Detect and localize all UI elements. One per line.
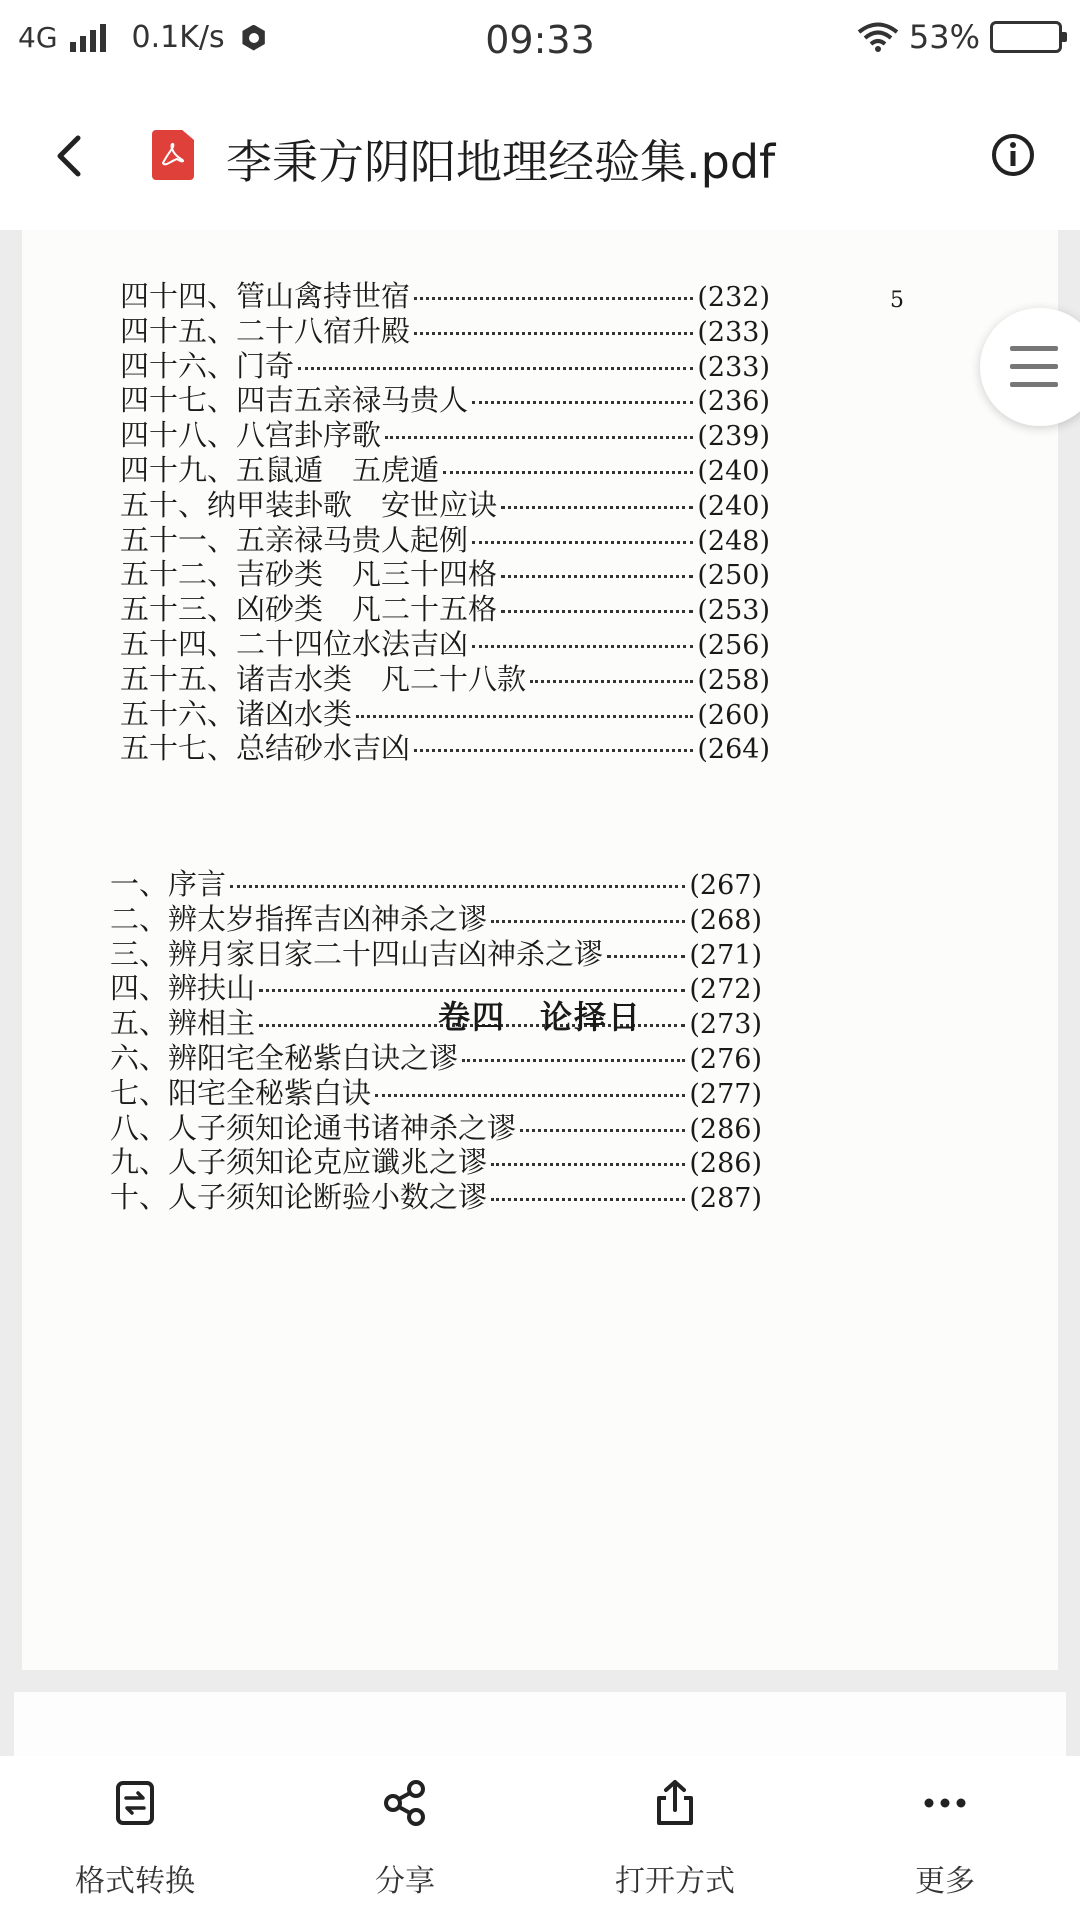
toc-leader-dots xyxy=(443,471,693,474)
toc-leader-dots xyxy=(491,1198,685,1201)
wifi-icon xyxy=(857,21,899,53)
toc-entry-page: (277) xyxy=(689,1078,762,1110)
network-speed: 0.1K/s xyxy=(131,20,225,55)
toc-entry-page: (260) xyxy=(697,699,770,731)
pdf-page xyxy=(22,230,1058,1670)
toc-entry-title: 五十五、诸吉水类 凡二十八款 xyxy=(120,661,527,696)
toc-leader-dots xyxy=(462,1059,685,1062)
toc-leader-dots xyxy=(501,610,693,613)
toc-leader-dots xyxy=(472,645,693,648)
toc-entry-page: (287) xyxy=(689,1183,762,1215)
bottom-toolbar xyxy=(0,1756,1080,1920)
toc-entry-page: (273) xyxy=(689,1009,762,1041)
toc-entry xyxy=(110,1177,762,1219)
toc-entry-title: 四十四、管山禽持世宿 xyxy=(120,279,411,313)
toc-entry-title: 五十六、诸凶水类 xyxy=(120,696,353,731)
toc-entry-page: (286) xyxy=(689,1113,762,1145)
toc-entry-page: (264) xyxy=(697,734,770,766)
toc-entry-page: (232) xyxy=(697,282,770,313)
toc-entry-page: (267) xyxy=(689,870,762,901)
share-button[interactable] xyxy=(270,1756,540,1920)
toc-entry-page: (240) xyxy=(697,456,770,487)
battery-icon xyxy=(990,21,1062,53)
toc-entry-title: 五、辨相主 xyxy=(110,1006,256,1041)
toc-leader-dots xyxy=(491,920,685,923)
open-with-button[interactable] xyxy=(540,1756,810,1920)
toc-leader-dots xyxy=(230,885,685,888)
toc-leader-dots xyxy=(414,749,693,752)
toc-leader-dots xyxy=(414,332,693,335)
toc-entry-title: 四、辨扶山 xyxy=(110,971,256,1006)
toc-leader-dots xyxy=(501,575,693,578)
toc-entry xyxy=(120,728,770,770)
document-title: 李秉方阴阳地理经验集.pdf xyxy=(226,135,776,189)
page-number: 5 xyxy=(890,288,904,313)
format-convert-icon xyxy=(110,1778,160,1828)
toc-entry-title: 十、人子须知论断验小数之谬 xyxy=(110,1180,488,1215)
toc-entry-title: 五十七、总结砂水吉凶 xyxy=(120,731,411,766)
toc-entry-title: 三、辨月家日家二十四山吉凶神杀之谬 xyxy=(110,936,604,971)
more-button[interactable] xyxy=(810,1756,1080,1920)
pdf-icon xyxy=(152,130,194,180)
toc-leader-dots xyxy=(530,680,693,683)
toc-entry-title: 五十一、五亲禄马贵人起例 xyxy=(120,522,469,557)
toc-entry-title: 四十六、门奇 xyxy=(120,348,295,383)
clock: 09:33 xyxy=(485,18,595,62)
toc-entry-page: (272) xyxy=(689,974,762,1006)
toc-leader-dots xyxy=(607,955,685,958)
toc-entry-page: (286) xyxy=(689,1148,762,1180)
open-with-label: 打开方式 xyxy=(615,1864,735,1899)
toc-entry-page: (271) xyxy=(689,939,762,971)
toc-entry-title: 一、序言 xyxy=(110,867,227,901)
battery-percent: 53% xyxy=(908,18,980,56)
toc-entry-title: 四十五、二十八宿升殿 xyxy=(120,313,411,348)
toc-leader-dots xyxy=(298,367,693,370)
info-icon xyxy=(990,132,1036,178)
toc-entry-title: 二、辨太岁指挥吉凶神杀之谬 xyxy=(110,901,488,936)
more-label: 更多 xyxy=(915,1864,975,1899)
toc-entry-page: (258) xyxy=(697,664,770,696)
network-type: 4G xyxy=(18,21,58,54)
toc-leader-dots xyxy=(356,715,693,718)
pdf-viewer[interactable] xyxy=(0,230,1080,1756)
toc-entry-title: 七、阳宅全秘紫白诀 xyxy=(110,1075,372,1110)
format-convert-label: 格式转换 xyxy=(75,1864,195,1899)
toc-leader-dots xyxy=(520,1129,685,1132)
more-icon xyxy=(920,1778,970,1828)
toc-entry-page: (233) xyxy=(697,316,770,348)
toc-entry-page: (240) xyxy=(697,490,770,522)
toc-leader-dots xyxy=(472,401,693,404)
toc-entry-title: 九、人子须知论克应谶兆之谬 xyxy=(110,1145,488,1180)
chevron-left-icon xyxy=(44,128,100,184)
format-convert-button[interactable] xyxy=(0,1756,270,1920)
toc-entry-page: (250) xyxy=(697,560,770,592)
toc-leader-dots xyxy=(414,297,693,300)
status-bar xyxy=(0,0,1080,78)
section-heading: 卷四 论择日 xyxy=(437,998,642,1036)
toc-entry-title: 五十三、凶砂类 凡二十五格 xyxy=(120,592,498,627)
open-with-icon xyxy=(650,1778,700,1828)
toc-entry-title: 六、辨阳宅全秘紫白诀之谬 xyxy=(110,1041,459,1075)
toc-entry-title: 四十七、四吉五亲禄马贵人 xyxy=(120,383,469,418)
share-icon xyxy=(380,1778,430,1828)
toc-entry-title: 四十八、八宫卦序歌 xyxy=(120,418,382,453)
share-label: 分享 xyxy=(375,1864,435,1899)
toc-leader-dots xyxy=(501,506,693,509)
toc-leader-dots xyxy=(472,541,693,544)
toc-entry-title: 四十九、五鼠遁 五虎遁 xyxy=(120,453,440,487)
toc-entry-title: 五十、纳甲装卦歌 安世应诀 xyxy=(120,487,498,522)
toc-entry-title: 五十四、二十四位水法吉凶 xyxy=(120,627,469,661)
toc-entry-title: 五十二、吉砂类 凡三十四格 xyxy=(120,557,498,592)
toc-entry-page: (248) xyxy=(697,525,770,557)
info-button[interactable] xyxy=(990,132,1036,178)
toc-entry-title: 八、人子须知论通书诸神杀之谬 xyxy=(110,1110,517,1145)
toc-entry-page: (236) xyxy=(697,386,770,418)
toc-entry-page: (233) xyxy=(697,351,770,383)
title-bar xyxy=(0,90,1080,220)
back-button[interactable] xyxy=(44,128,100,184)
toc-leader-dots xyxy=(375,1094,685,1097)
toc-entry-page: (256) xyxy=(697,630,770,661)
toc-entry-page: (268) xyxy=(689,904,762,936)
toc-leader-dots xyxy=(385,436,693,439)
status-right xyxy=(857,18,1062,56)
toc-entry-page: (276) xyxy=(689,1044,762,1075)
toc-entry-page: (239) xyxy=(697,421,770,453)
toc-entry-page: (253) xyxy=(697,595,770,627)
toc-leader-dots xyxy=(491,1163,685,1166)
